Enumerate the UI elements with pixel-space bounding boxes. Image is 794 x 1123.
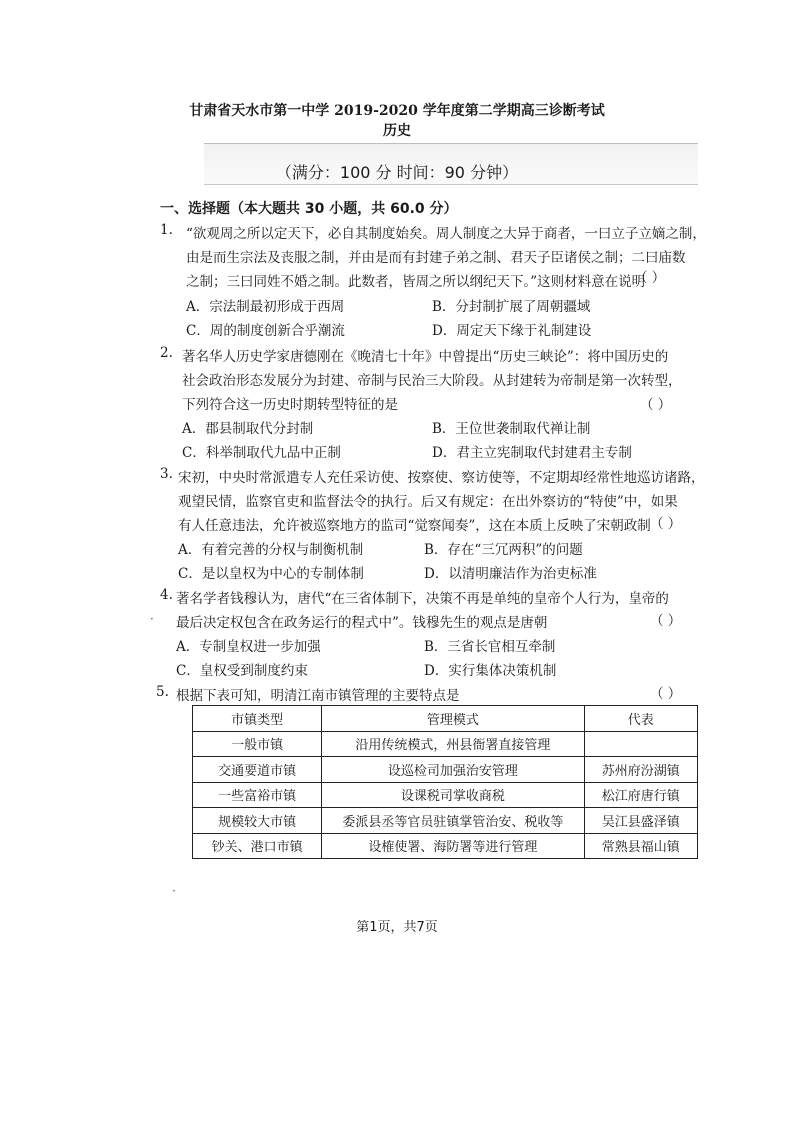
table-cell: 规模较大市镇	[193, 808, 322, 834]
question-number: 1.	[160, 222, 173, 238]
question-text: 著名华人历史学家唐德刚在《晚清七十年》中曾提出“历史三峡论”：将中国历史的	[182, 349, 669, 365]
question-text: 观望民情，监察官吏和监督法令的执行。后又有规定：在出外察访的“特使”中，如果	[178, 494, 678, 510]
table-cell: 钞关、港口市镇	[193, 833, 322, 859]
table-cell: 一般市镇	[193, 731, 322, 757]
table-cell: 一些富裕市镇	[193, 782, 322, 808]
question-text: 最后决定权包含在政务运行的程式中”。钱穆先生的观点是唐朝	[176, 615, 548, 631]
question-text: 根据下表可知，明清江南市镇管理的主要特点是	[176, 688, 460, 704]
table-cell: 设巡检司加强治安管理	[322, 757, 584, 783]
table-cell: 沿用传统模式，州县衙署直接管理	[322, 731, 584, 757]
table-cell: 松江府唐行镇	[584, 782, 697, 808]
table-cell: 苏州府汾湖镇	[584, 757, 697, 783]
question-text: 下列符合这一历史时期转型特征的是	[182, 397, 398, 413]
scan-dot: ·	[150, 612, 154, 626]
answer-paren: （ ）	[634, 270, 666, 286]
option-c: C．科举制取代九品中正制	[182, 445, 341, 461]
table-cell: 委派县丞等官员驻镇掌管治安、税收等	[322, 808, 584, 834]
table-cell: 常熟县福山镇	[584, 833, 697, 859]
answer-paren: （ ）	[650, 613, 682, 629]
option-a: A．郡县制取代分封制	[182, 421, 314, 437]
exam-meta: （满分：100 分 时间：90 分钟）	[275, 163, 519, 182]
table-cell	[584, 731, 697, 757]
table-cell: 吴江县盛泽镇	[584, 808, 697, 834]
question-text: 有人任意违法，允许被巡察地方的监司“觉察闻奏”，这在本质上反映了宋朝政制	[178, 518, 651, 534]
table-header-cell: 管理模式	[322, 706, 584, 732]
option-a: A．专制皇权进一步加强	[176, 639, 321, 655]
table-row	[193, 782, 698, 808]
question-text: “欲观周之所以定天下，必自其制度始矣。周人制度之大异于商者，一曰立子立嫡之制，	[186, 226, 706, 242]
option-c: C．周的制度创新合乎潮流	[186, 323, 345, 339]
scan-dot: ·	[172, 884, 176, 898]
question-text: 宋初，中央时常派遣专人充任采访使、按察使、察访使等，不定期却经常性地巡访诸路，	[178, 470, 705, 486]
question-text: 社会政治形态发展分为封建、帝制与民治三大阶段。从封建转为帝制是第一次转型，	[182, 373, 682, 389]
option-c: C．是以皇权为中心的专制体制	[178, 566, 364, 582]
table-row	[193, 731, 698, 757]
answer-paren: （ ）	[650, 686, 682, 702]
question-number: 2.	[160, 345, 173, 361]
option-a: A．有着完善的分权与制衡机制	[178, 542, 364, 558]
table-header-row	[193, 706, 698, 732]
table-cell: 设课税司掌收商税	[322, 782, 584, 808]
subject-title: 历史	[383, 123, 411, 139]
table-row	[193, 833, 698, 859]
question-text: 之制；三曰同姓不婚之制。此数者，皆周之所以纲纪天下。”这则材料意在说明	[186, 274, 646, 290]
table-header-cell: 代表	[584, 706, 697, 732]
question-number: 5.	[156, 684, 169, 700]
table-cell: 设榷使署、海防署等进行管理	[322, 833, 584, 859]
question-number: 4.	[160, 587, 173, 603]
option-b: B．分封制扩展了周朝疆域	[432, 299, 591, 315]
option-b: B．三省长官相互牵制	[424, 639, 556, 655]
option-c: C．皇权受到制度约束	[176, 663, 308, 679]
table-cell: 交通要道市镇	[193, 757, 322, 783]
question-text: 著名学者钱穆认为，唐代“在三省体制下，决策不再是单纯的皇帝个人行为，皇帝的	[176, 591, 669, 607]
market-town-table	[192, 705, 698, 859]
option-b: B．王位世袭制取代禅让制	[432, 421, 591, 437]
option-a: A．宗法制最初形成于西周	[186, 299, 345, 315]
page-footer: 第1页，共7页	[356, 920, 438, 935]
option-b: B．存在“三冗两积”的问题	[424, 542, 583, 558]
exam-title: 甘肃省天水市第一中学 2019-2020 学年度第二学期高三诊断考试	[189, 103, 605, 119]
question-number: 3.	[160, 466, 173, 482]
answer-paren: （ ）	[640, 397, 672, 413]
table-header-cell: 市镇类型	[193, 706, 322, 732]
answer-paren: （ ）	[650, 516, 682, 532]
option-d: D．周定天下缘于礼制建设	[432, 323, 592, 339]
option-d: D．以清明廉洁作为治吏标准	[424, 566, 597, 582]
section-heading: 一、选择题（本大题共 30 小题，共 60.0 分）	[160, 201, 458, 217]
table-row	[193, 808, 698, 834]
table-row	[193, 757, 698, 783]
option-d: D．实行集体决策机制	[424, 663, 557, 679]
question-text: 由是而生宗法及丧服之制，并由是而有封建子弟之制、君天子臣诸侯之制；二曰庙数	[186, 250, 686, 266]
option-d: D．君主立宪制取代封建君主专制	[432, 445, 632, 461]
